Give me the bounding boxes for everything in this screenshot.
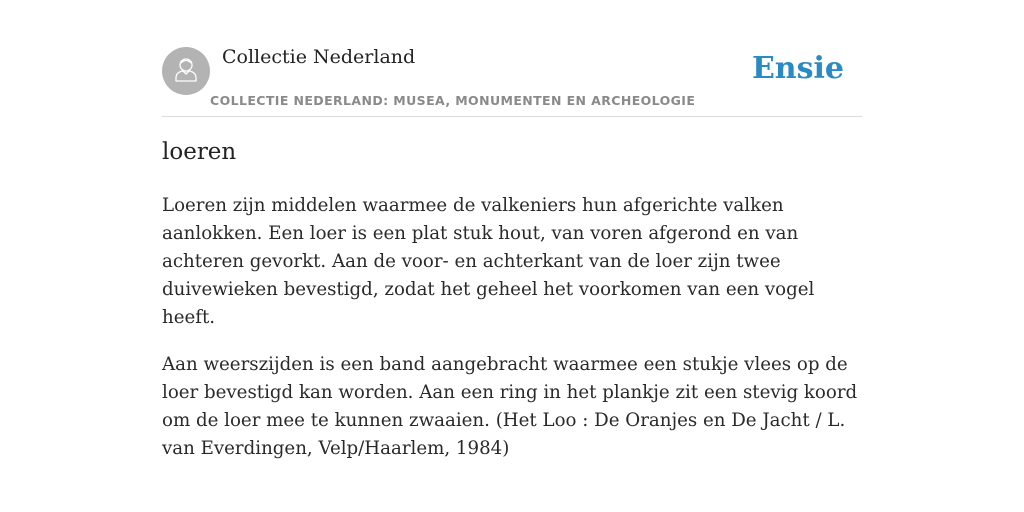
entry-body [162, 192, 868, 482]
entry-title: loeren [162, 139, 237, 165]
body-paragraph: Aan weerszijden is een band aangebracht waarmee een stukje vlees op de loer bevestigd kan worden. Aan een ring in het plankje zit een stevig koord om de loer mee te kunnen zwaaien. (Het Loo : De Oranjes en De Jacht / L. van Everdingen, Velp/Haarlem, 1984) [162, 354, 858, 459]
body-paragraph: Loeren zijn middelen waarmee de valkeniers hun afgerichte valken aanlokken. Een loer is een plat stuk hout, van voren afgerond en van achteren gevorkt. Aan de voor- en achterkant van de loer zijn twee duivewieken bevestigd, zodat het geheel het voorkomen van een vogel heeft. [162, 195, 815, 328]
source-label: COLLECTIE NEDERLAND: MUSEA, MONUMENTEN EN ARCHEOLOGIE [210, 93, 696, 108]
avatar[interactable] [162, 47, 210, 95]
user-icon [171, 54, 201, 89]
entry-header [162, 44, 862, 117]
brand-logo-link[interactable]: Ensie [751, 51, 844, 86]
author-name-link[interactable]: Collectie Nederland [222, 46, 416, 68]
